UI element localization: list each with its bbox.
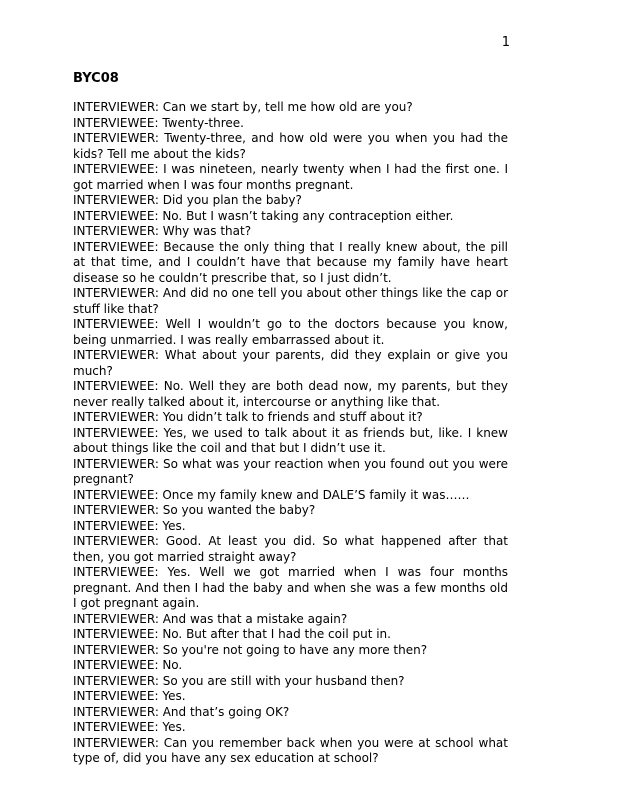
transcript-line: INTERVIEWEE: Yes. xyxy=(73,518,186,533)
transcript-line: INTERVIEWEE: No. Well they are both dead now, my parents, but they never really talked about it, intercourse or anything like that. xyxy=(73,379,508,409)
transcript-line: INTERVIEWEE: Well I wouldn’t go to the doctors because you know, being unmarried. I was really embarrassed about it. xyxy=(73,317,508,347)
transcript-line: INTERVIEWEE: Once my family knew and DALE’S family it was…… xyxy=(73,487,470,502)
transcript-line: INTERVIEWER: So what was your reaction when you found out you were pregnant? xyxy=(73,456,508,486)
transcript xyxy=(73,100,508,767)
transcript-line: INTERVIEWER: Twenty-three, and how old were you when you had the kids? Tell me about the kids? xyxy=(73,131,508,161)
transcript-line: INTERVIEWEE: Yes. xyxy=(73,689,186,703)
transcript-line: INTERVIEWEE: Yes. Well we got married when I was four months pregnant. And then I had the baby and when she was a few months old I got pregnant again. xyxy=(73,565,508,610)
transcript-line: INTERVIEWEE: No. xyxy=(73,658,183,672)
transcript-line: INTERVIEWEE: Yes. xyxy=(73,720,186,734)
transcript-line: INTERVIEWEE: Twenty-three. xyxy=(73,115,244,130)
transcript-line: INTERVIEWER: What about your parents, did they explain or give you much? xyxy=(73,348,508,378)
transcript-line: INTERVIEWER: And that’s going OK? xyxy=(73,704,290,719)
transcript-line: INTERVIEWER: So you are still with your husband then? xyxy=(73,673,405,688)
transcript-line: INTERVIEWEE: No. But after that I had the coil put in. xyxy=(73,627,391,641)
transcript-line: INTERVIEWER: Why was that? xyxy=(73,224,252,238)
transcript-line: INTERVIEWEE: I was nineteen, nearly twenty when I had the first one. I got married when I was four months pregnant. xyxy=(73,162,508,192)
transcript-line: INTERVIEWEE: No. But I wasn’t taking any contraception either. xyxy=(73,208,454,223)
transcript-line: INTERVIEWER: You didn’t talk to friends and stuff about it? xyxy=(73,410,423,424)
transcript-line: INTERVIEWER: And did no one tell you about other things like the cap or stuff like that? xyxy=(73,286,508,316)
transcript-line: INTERVIEWER: Did you plan the baby? xyxy=(73,193,302,207)
transcript-line: INTERVIEWER: Can you remember back when you were at school what type of, did you have any sex education at school? xyxy=(73,735,508,765)
transcript-line: INTERVIEWEE: Yes, we used to talk about it as friends but, like. I knew about things like the coil and that but I didn’t use it. xyxy=(73,425,508,455)
transcript-line: INTERVIEWER: Can we start by, tell me how old are you? xyxy=(73,100,413,114)
transcript-line: INTERVIEWER: So you're not going to have any more then? xyxy=(73,642,428,657)
transcript-line: INTERVIEWEE: Because the only thing that I really knew about, the pill at that time, and I couldn’t have that because my family have heart disease so he couldn’t prescribe that, so I just didn’t. xyxy=(73,239,508,285)
document-title: BYC08 xyxy=(73,71,119,86)
transcript-line: INTERVIEWER: Good. At least you did. So what happened after that then, you got married straight away? xyxy=(73,534,508,564)
transcript-line: INTERVIEWER: So you wanted the baby? xyxy=(73,503,316,517)
page-number: 1 xyxy=(501,35,510,50)
transcript-line: INTERVIEWER: And was that a mistake again? xyxy=(73,611,348,626)
